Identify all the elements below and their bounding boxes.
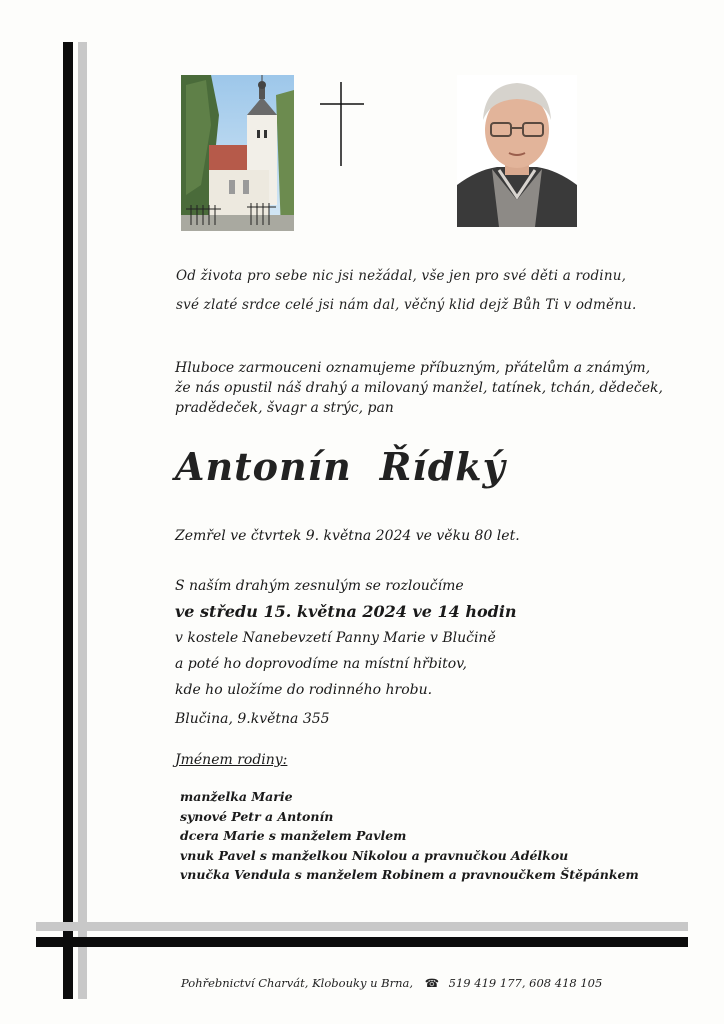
frame-vertical-grey [78, 42, 87, 999]
memorial-quote [176, 262, 637, 320]
farewell-line-1: S naším drahým zesnulým se rozloučíme [175, 578, 464, 594]
family-heading: Jménem rodiny: [175, 752, 288, 768]
quote-line-1: Od života pro sebe nic jsi nežádal, vše jen pro své děti a rodinu, [176, 268, 627, 284]
deceased-name [175, 444, 506, 489]
place-date: Blučina, 9.května 355 [175, 711, 330, 727]
phone-numbers: 519 419 177, 608 418 105 [448, 976, 603, 990]
last-name: Řídký [379, 444, 506, 489]
frame-horizontal-grey [36, 922, 688, 931]
announcement-intro [175, 358, 663, 418]
farewell-line-5: kde ho uložíme do rodinného hrobu. [175, 682, 433, 698]
farewell-date-time: ve středu 15. května 2024 ve 14 hodin [175, 602, 517, 621]
family-member: synové Petr a Antonín [180, 808, 334, 824]
footer [181, 976, 602, 990]
cross-icon [320, 82, 364, 166]
family-member: vnučka Vendula s manželem Robinem a pravnoučkem Štěpánkem [180, 867, 639, 882]
quote-line-2: své zlaté srdce celé jsi nám dal, věčný klid dejž Bůh Ti v odměnu. [176, 297, 637, 313]
portrait-photo [457, 75, 577, 227]
frame-vertical-black [63, 42, 73, 999]
family-member: vnuk Pavel s manželkou Nikolou a pravnučkou Adélkou [180, 847, 569, 863]
intro-line-3: pradědeček, švagr a strýc, pan [175, 400, 394, 416]
frame-horizontal-black [36, 937, 688, 947]
first-name: Antonín [175, 444, 352, 489]
farewell-details [175, 573, 517, 703]
funeral-company: Pohřebnictví Charvát, Klobouky u Brna, [181, 976, 414, 990]
intro-line-1: Hluboce zarmouceni oznamujeme příbuzným, přátelům a známým, [175, 360, 651, 376]
phone-icon: ☎ [424, 976, 440, 990]
family-list [180, 787, 639, 885]
family-member: dcera Marie s manželem Pavlem [180, 828, 407, 843]
death-notice: Zemřel ve čtvrtek 9. května 2024 ve věku 80 let. [175, 528, 520, 544]
intro-line-2: že nás opustil náš drahý a milovaný manžel, tatínek, tchán, dědeček, [175, 380, 663, 396]
farewell-line-4: a poté ho doprovodíme na místní hřbitov, [175, 656, 467, 672]
church-photo [181, 75, 294, 231]
family-member: manželka Marie [180, 789, 293, 804]
farewell-line-3: v kostele Nanebevzetí Panny Marie v Blučině [175, 630, 496, 646]
